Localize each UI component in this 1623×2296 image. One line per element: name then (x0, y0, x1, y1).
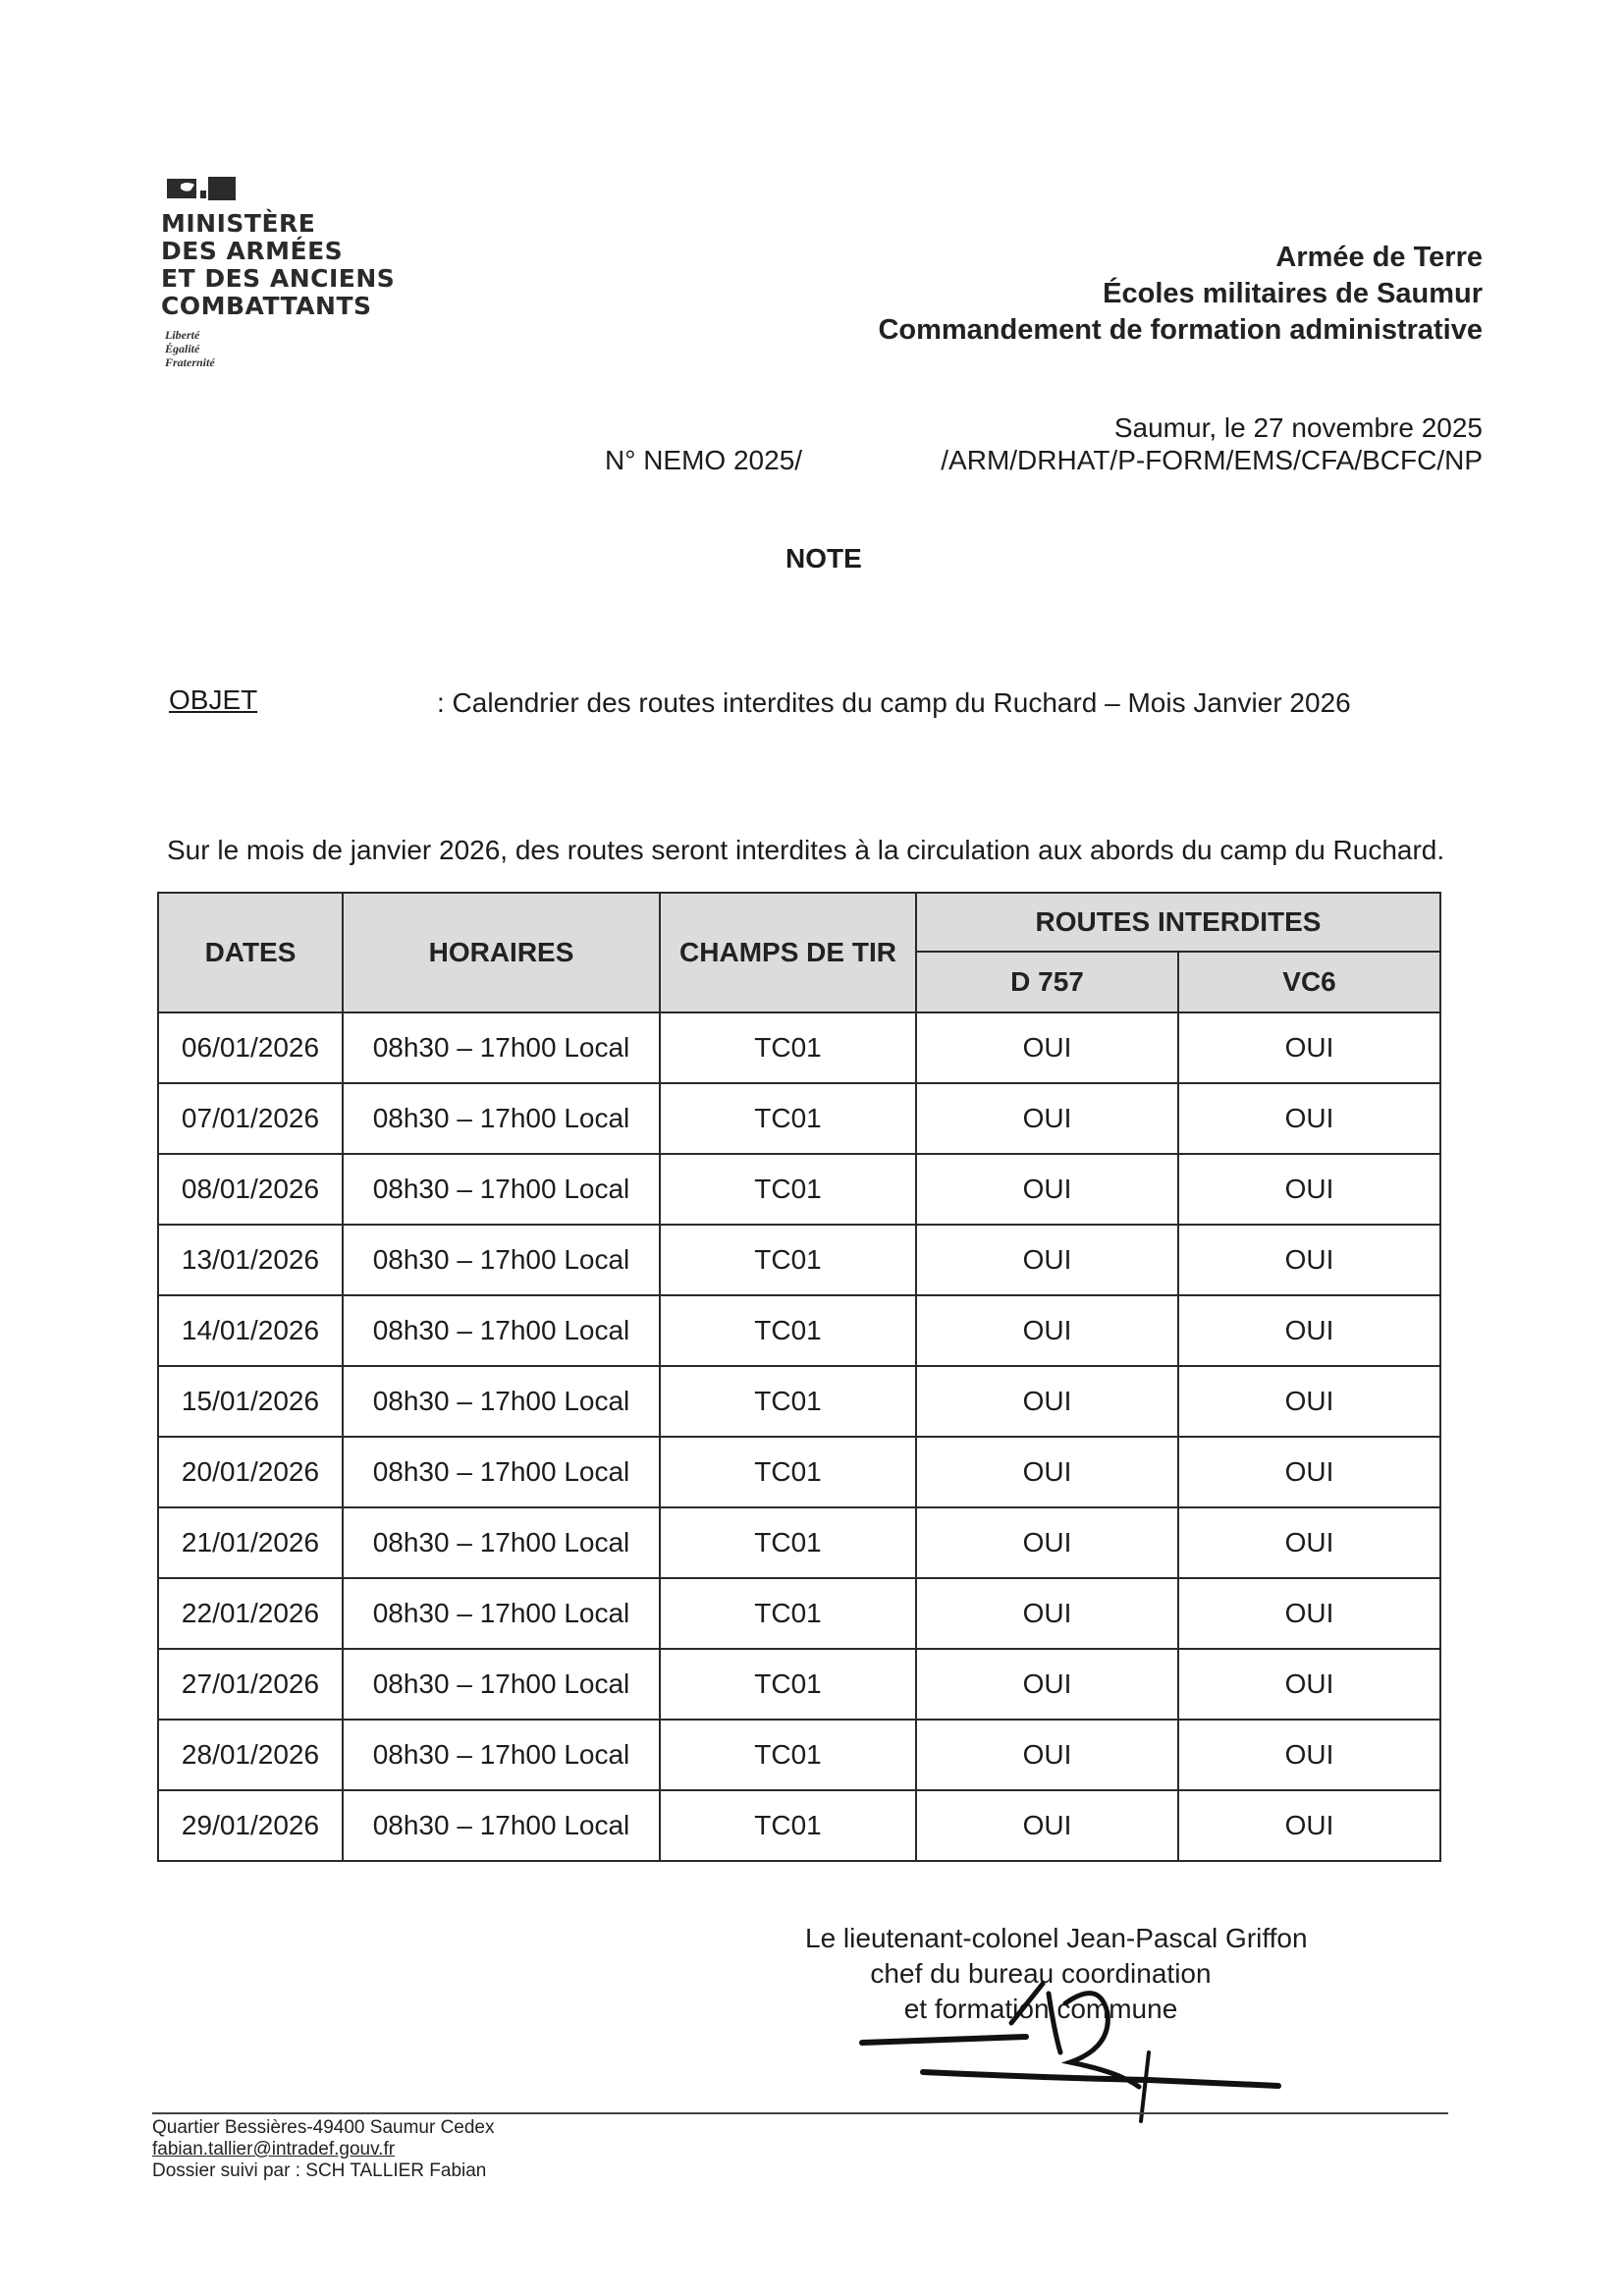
cell-d757: OUI (916, 1437, 1178, 1507)
cell-champ: TC01 (660, 1790, 916, 1861)
cell-d757: OUI (916, 1295, 1178, 1366)
cell-d757: OUI (916, 1507, 1178, 1578)
cell-champ: TC01 (660, 1366, 916, 1437)
cell-date: 14/01/2026 (158, 1295, 343, 1366)
cell-date: 06/01/2026 (158, 1012, 343, 1083)
cell-champ: TC01 (660, 1083, 916, 1154)
cell-horaire: 08h30 – 17h00 Local (343, 1154, 660, 1225)
table-row (158, 1154, 1440, 1225)
routes-table (157, 892, 1441, 1862)
cell-d757: OUI (916, 1012, 1178, 1083)
table-row (158, 1366, 1440, 1437)
cell-horaire: 08h30 – 17h00 Local (343, 1366, 660, 1437)
cell-champ: TC01 (660, 1295, 916, 1366)
cell-horaire: 08h30 – 17h00 Local (343, 1720, 660, 1790)
footer-dossier: Dossier suivi par : SCH TALLIER Fabian (152, 2160, 487, 2181)
cell-champ: TC01 (660, 1578, 916, 1649)
header-horaires: HORAIRES (343, 893, 660, 1012)
table-row (158, 1012, 1440, 1083)
cell-vc6: OUI (1178, 1295, 1440, 1366)
cell-date: 27/01/2026 (158, 1649, 343, 1720)
org-line: Armée de Terre (1275, 242, 1483, 273)
cell-vc6: OUI (1178, 1578, 1440, 1649)
header-vc6: VC6 (1178, 952, 1440, 1012)
ministry-title (161, 210, 395, 320)
cell-date: 13/01/2026 (158, 1225, 343, 1295)
cell-vc6: OUI (1178, 1649, 1440, 1720)
intro-paragraph: Sur le mois de janvier 2026, des routes seront interdites à la circulation aux abords du camp du Ruchard. (167, 835, 1445, 865)
cell-champ: TC01 (660, 1437, 916, 1507)
cell-date: 22/01/2026 (158, 1578, 343, 1649)
table-row (158, 1649, 1440, 1720)
table-row (158, 1437, 1440, 1507)
place-date: Saumur, le 27 novembre 2025 (1113, 412, 1483, 443)
cell-vc6: OUI (1178, 1437, 1440, 1507)
cell-horaire: 08h30 – 17h00 Local (343, 1225, 660, 1295)
header-d757: D 757 (916, 952, 1178, 1012)
ministry-line: ET DES ANCIENS (161, 264, 396, 293)
cell-vc6: OUI (1178, 1720, 1440, 1790)
cell-champ: TC01 (660, 1225, 916, 1295)
cell-vc6: OUI (1178, 1083, 1440, 1154)
cell-d757: OUI (916, 1790, 1178, 1861)
cell-horaire: 08h30 – 17h00 Local (343, 1649, 660, 1720)
cell-date: 29/01/2026 (158, 1790, 343, 1861)
footer-divider (152, 2112, 1448, 2114)
motto-line: Égalité (165, 342, 200, 355)
cell-horaire: 08h30 – 17h00 Local (343, 1437, 660, 1507)
header-dates: DATES (158, 893, 343, 1012)
ministry-line: DES ARMÉES (161, 237, 344, 265)
cell-champ: TC01 (660, 1154, 916, 1225)
cell-champ: TC01 (660, 1507, 916, 1578)
table-row (158, 1507, 1440, 1578)
handwritten-signature (854, 1964, 1296, 2131)
table-row (158, 1790, 1440, 1861)
ministry-line: MINISTÈRE (161, 209, 316, 238)
table-row (158, 1295, 1440, 1366)
table-row (158, 1720, 1440, 1790)
signatory-role: chef du bureau coordination (870, 1958, 1212, 1989)
cell-date: 20/01/2026 (158, 1437, 343, 1507)
ministry-line: COMBATTANTS (161, 292, 372, 320)
cell-d757: OUI (916, 1225, 1178, 1295)
cell-champ: TC01 (660, 1012, 916, 1083)
cell-horaire: 08h30 – 17h00 Local (343, 1790, 660, 1861)
footer-email[interactable]: fabian.tallier@intradef.gouv.fr (152, 2139, 396, 2159)
cell-horaire: 08h30 – 17h00 Local (343, 1012, 660, 1083)
marianne-logo-icon (167, 177, 238, 200)
cell-date: 28/01/2026 (158, 1720, 343, 1790)
cell-horaire: 08h30 – 17h00 Local (343, 1083, 660, 1154)
cell-vc6: OUI (1178, 1225, 1440, 1295)
table-row (158, 1083, 1440, 1154)
cell-d757: OUI (916, 1366, 1178, 1437)
reference-number: N° NEMO 2025/ (605, 445, 803, 475)
cell-d757: OUI (916, 1083, 1178, 1154)
cell-date: 07/01/2026 (158, 1083, 343, 1154)
cell-horaire: 08h30 – 17h00 Local (343, 1578, 660, 1649)
cell-horaire: 08h30 – 17h00 Local (343, 1295, 660, 1366)
table-row (158, 1225, 1440, 1295)
cell-d757: OUI (916, 1154, 1178, 1225)
footer (152, 2117, 495, 2182)
cell-d757: OUI (916, 1649, 1178, 1720)
cell-champ: TC01 (660, 1649, 916, 1720)
header-champs-de-tir: CHAMPS DE TIR (660, 893, 916, 1012)
cell-date: 15/01/2026 (158, 1366, 343, 1437)
table-row (158, 1578, 1440, 1649)
cell-d757: OUI (916, 1720, 1178, 1790)
cell-horaire: 08h30 – 17h00 Local (343, 1507, 660, 1578)
header-routes-interdites: ROUTES INTERDITES (916, 893, 1440, 952)
org-line: Écoles militaires de Saumur (1103, 278, 1483, 309)
reference-path: /ARM/DRHAT/P-FORM/EMS/CFA/BCFC/NP (941, 445, 1483, 475)
signatory-role: et formation commune (903, 1994, 1178, 2024)
motto-line: Fraternité (165, 355, 215, 369)
cell-date: 08/01/2026 (158, 1154, 343, 1225)
footer-address: Quartier Bessières-49400 Saumur Cedex (152, 2117, 495, 2138)
cell-d757: OUI (916, 1578, 1178, 1649)
cell-vc6: OUI (1178, 1154, 1440, 1225)
republic-motto (165, 328, 215, 369)
org-line: Commandement de formation administrative (878, 314, 1483, 346)
objet-label: OBJET (169, 684, 258, 715)
cell-vc6: OUI (1178, 1507, 1440, 1578)
cell-vc6: OUI (1178, 1790, 1440, 1861)
objet-text: : Calendrier des routes interdites du camp du Ruchard – Mois Janvier 2026 (437, 687, 1351, 718)
cell-vc6: OUI (1178, 1366, 1440, 1437)
note-title: NOTE (785, 543, 862, 574)
organization-header (878, 240, 1483, 349)
cell-vc6: OUI (1178, 1012, 1440, 1083)
cell-champ: TC01 (660, 1720, 916, 1790)
cell-date: 21/01/2026 (158, 1507, 343, 1578)
signatory-name: Le lieutenant-colonel Jean-Pascal Griffon (805, 1923, 1308, 1953)
motto-line: Liberté (165, 328, 200, 342)
